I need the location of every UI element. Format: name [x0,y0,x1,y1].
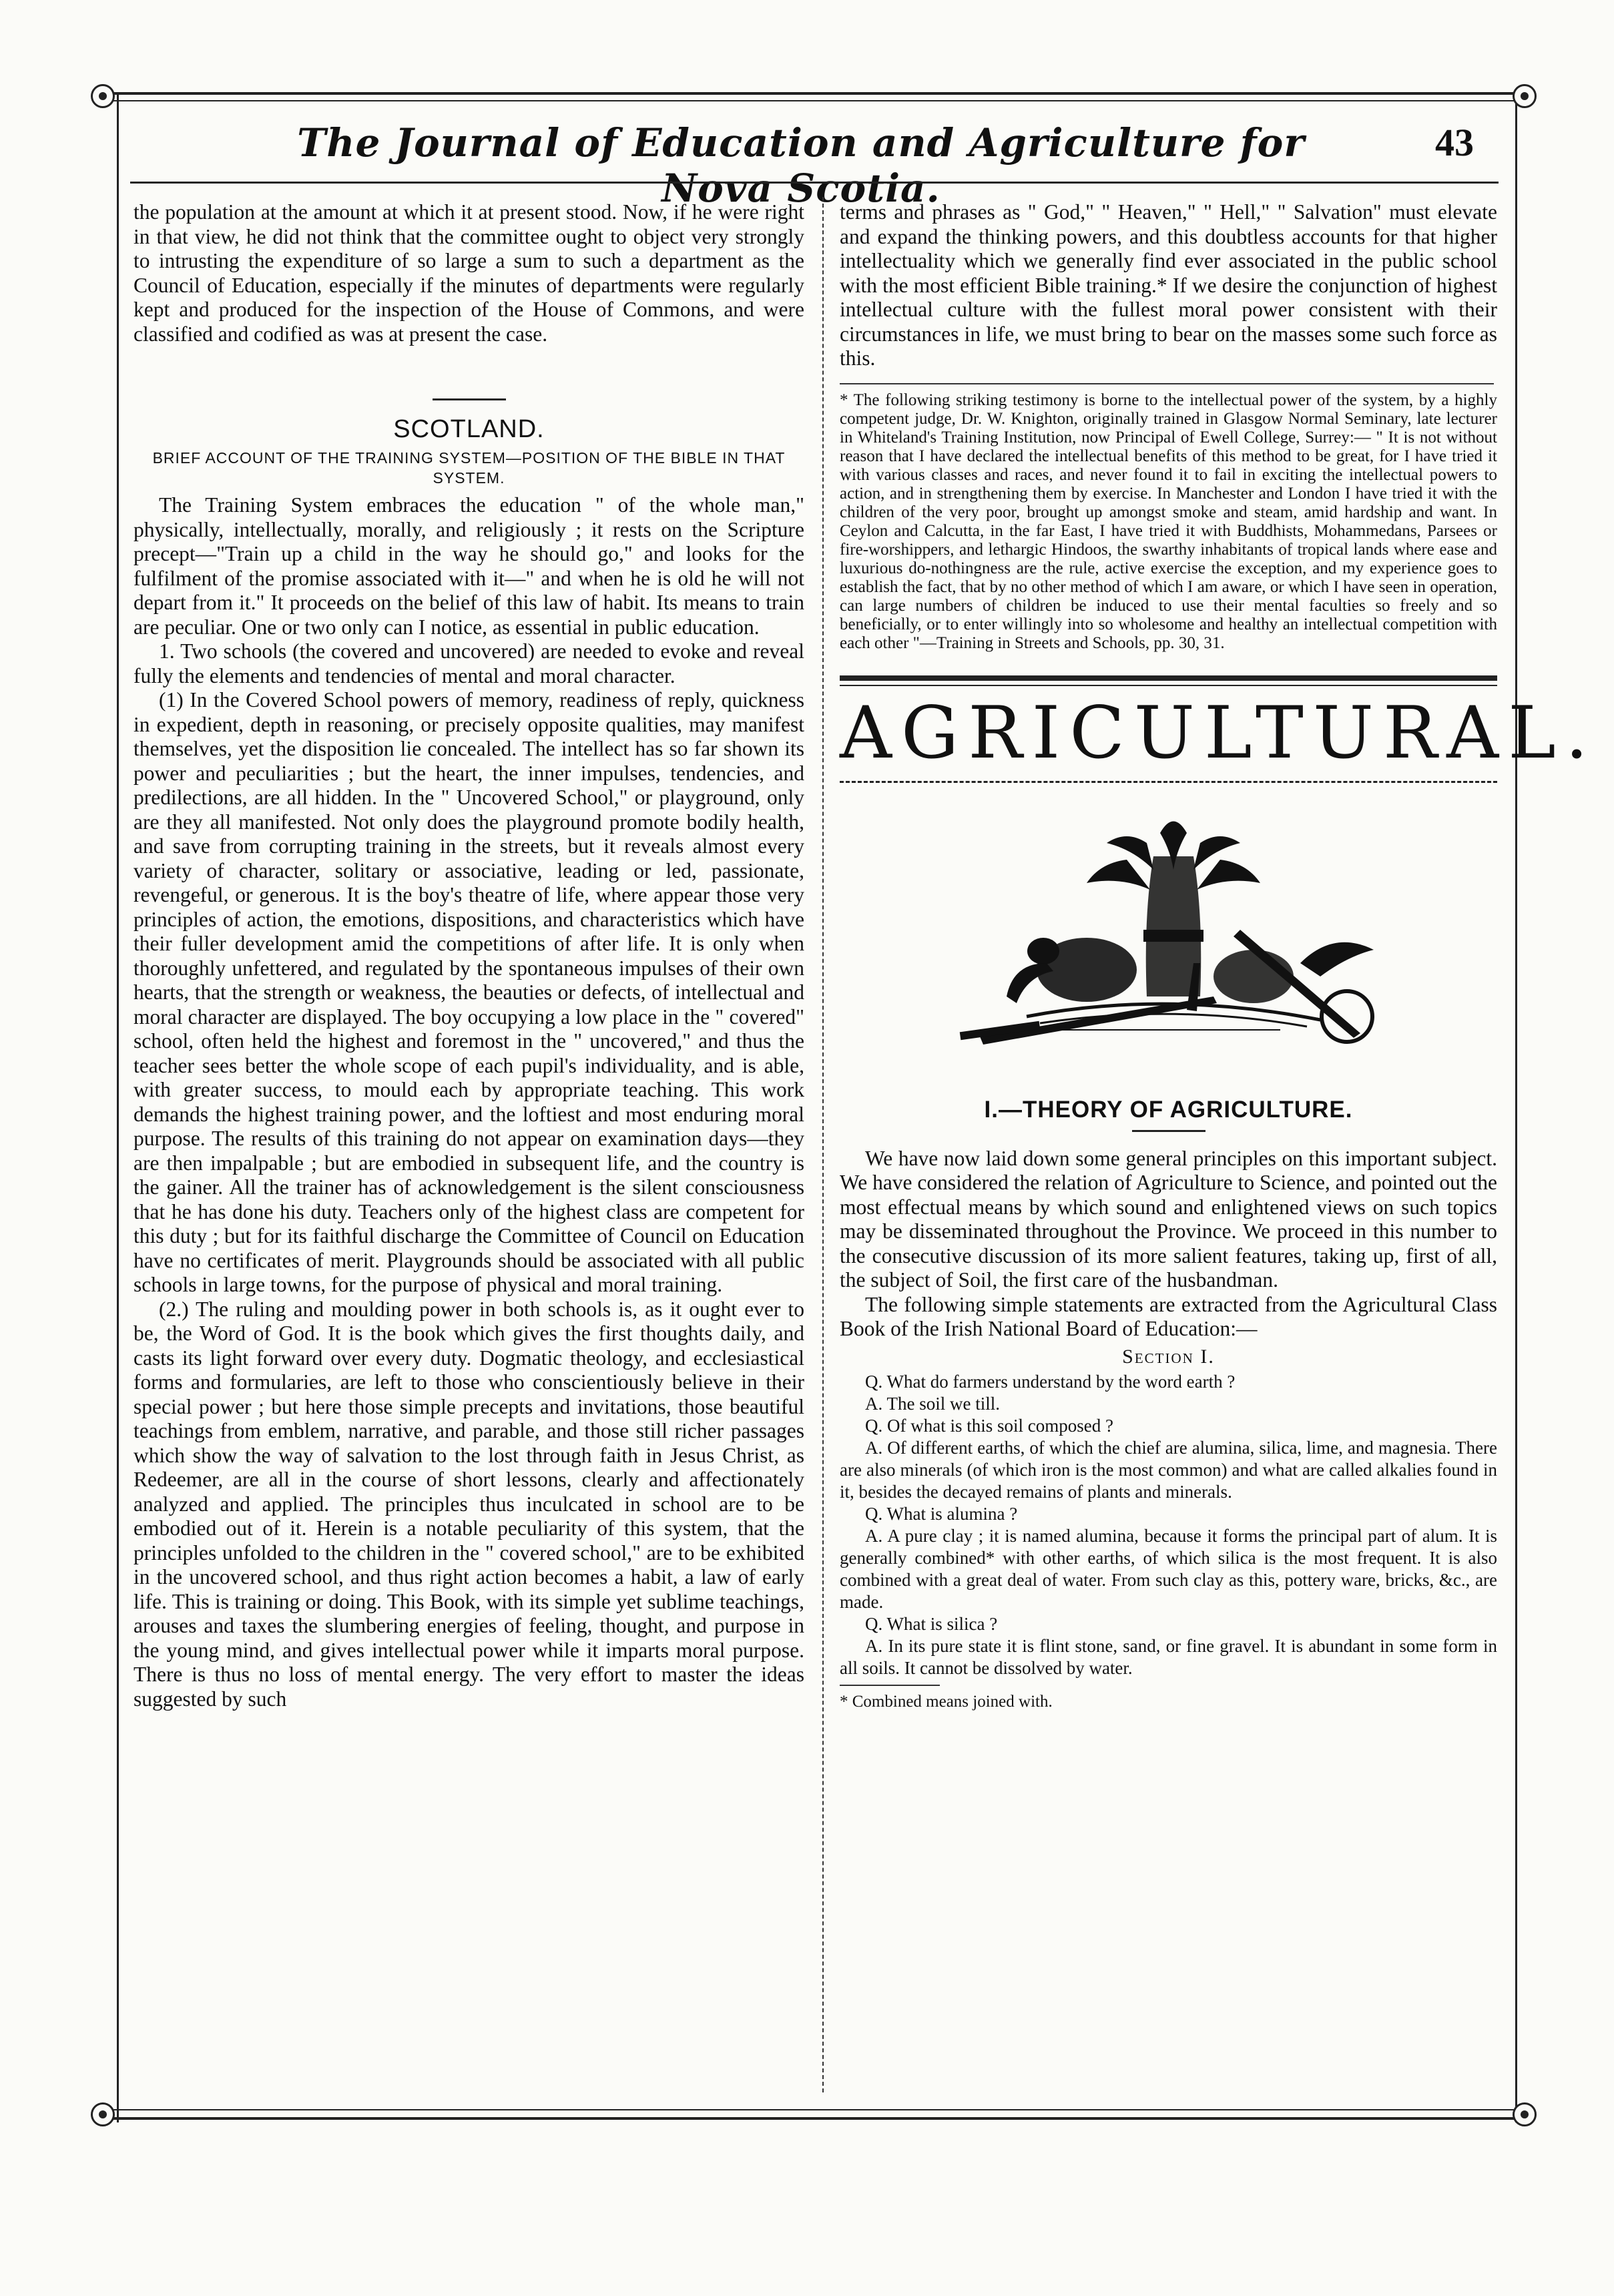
qa-line: Q. What do farmers understand by the word earth ? [865,1371,1236,1392]
scotland-heading: SCOTLAND. [393,415,545,443]
footnote: * Combined means joined with. [840,1692,1053,1711]
agricultural-rule-bottom [840,781,1497,783]
theory-heading: I.—THEORY OF AGRICULTURE. [984,1096,1353,1123]
left-column [133,200,804,1711]
qa-line: Q. What is alumina ? [865,1503,1018,1524]
section-separator [1132,1130,1205,1132]
paragraph: (1) In the Covered School powers of memory, readiness of reply, quickness in expedient, depth in reasoning, or precisely opposite qualities, may manifest themselves, yet the disposition lie concealed. The intellect has so far shown its power and peculiarities ; but the heart, the inner impulses, tendencies, and predilections, are all hidden. In the " Uncovered School," or playground, only are they all manifested. Not only does the playground promote bodily health, and save from corrupting training in the streets, but it reveals almost every variety of character, solitary or associative, leading or led, passionate, revengeful, or generous. It is the boy's theatre of life, where appear those very principles of action, the emotions, dispositions, and characteristics which have their fuller development amid the competitions of after life. It is only when thoroughly unfettered, and regulated by the spontaneous impulses of their own hearts, that the strength or weakness, the beauties or defects, of intellectual and moral character are displayed. The boy occupying a low place in the " covered" school, often held the highest and foremost in the " uncovered," and thus the teacher sees better the whole scope of each pupil's individuality, and is able, with greater success, to mould each by appropriate teaching. This work demands the highest training power, and the loftiest and most enduring moral purpose. The results of this training do not appear on examination days—they are then impalpable ; but are embodied in subsequent life, and the country is the gainer. All the trainer has of acknowledgement is the silent consciousness that he has done his duty. Teachers only of the highest class are competent for this duty ; but for its faithful discharge the Committee of Council on Education have no certificates of merit. Playgrounds should be associated with all public schools in large towns, for the purpose of physical and moral training. [133,688,804,1296]
right-column [840,200,1598,1711]
agricultural-heading: AGRICULTURAL. [840,691,1598,775]
qa-line: Q. Of what is this soil composed ? [865,1415,1113,1436]
paragraph: We have now laid down some general principles on this important subject. We have considered the relation of Agriculture to Science, and pointed out the most effectual means by which sound and enlightened views on such topics may be disseminated throughout the Province. We proceed in this number to the consecutive discussion of its more salient features, taking up, first of all, the subject of Soil, the first care of the husbandman. [840,1146,1498,1292]
qa-line: A. The soil we till. [865,1393,1000,1414]
page-number: 43 [1435,121,1474,164]
corner-ornament-icon [1513,2102,1537,2126]
journal-title: The Journal of Education and Agriculture for Nova Scotia. [297,120,1305,211]
agricultural-rule-top [840,675,1497,681]
agricultural-engraving-illustration [840,796,1497,1063]
continued-paragraph: terms and phrases as " God," " Heaven," " Hell," " Salvation" must elevate and expand the thinking powers, and this doubtless accounts for that higher intellectuality which we generally find ever associated in the public school with the most efficient Bible training.* If we desire the conjunction of highest intellectual culture with the fullest moral power consistent with their circumstances in life, we must bring to bear on the masses some such force as this. [840,200,1497,370]
footnote-rule [840,383,1494,384]
header-rule [130,182,1499,184]
qa-line: A. In its pure state it is flint stone, sand, or fine gravel. It is abundant in some form in all soils. It cannot be dissolved by water. [840,1635,1497,1678]
qa-line: Q. What is silica ? [865,1613,998,1634]
scotland-subheading: BRIEF ACCOUNT OF THE TRAINING SYSTEM—POSITION OF THE BIBLE IN THAT SYSTEM. [152,449,786,487]
paragraph: The Training System embraces the education " of the whole man," physically, intellectually, morally, and religiously ; it rests on the Scripture precept—"Train up a child in the way he should go," and looks for the fulfilment of the promise associated with it—" and when he is old he will not depart from it." It proceeds on the belief of this law of habit. Its means to train are peculiar. One or two only can I notice, as essential in public education. [133,493,804,639]
footnote-rule [840,1685,940,1686]
paragraph: (2.) The ruling and moulding power in both schools is, as it ought ever to be, the Word of God. It is the book which gives the first thoughts daily, and casts its light forward over every duty. Dogmatic theology, and ecclesiastical forms and formularies, are left to those who conscientiously believe in their special power ; but here those simple precepts and invitations, those beautiful teachings from emblem, narrative, and parable, and those still richer passages which show the way of salvation to the lost through faith in Jesus Christ, as Redeemer, are all in the course of short lessons, clearly and affectionately analyzed and applied. The principles thus inculcated in school are to be embodied out of it. Herein is a notable peculiarity of this system, that the principles unfolded to the children in the " covered school," are to be exhibited in the uncovered school, and thus right action becomes a habit, a law of early life. This is training or doing. This Book, with its simple yet sublime teachings, arouses and taxes the slumbering energies of feeling, thought, and purpose in the young mind, and gives intellectual power while it imparts moral purpose. There is thus no loss of mental energy. The very effort to master the ideas suggested by such [133,1297,804,1711]
section-label: Section I. [1122,1345,1215,1368]
footnote: * The following striking testimony is borne to the intellectual power of the system, by a highly competent judge, Dr. W. Knighton, originally trained in Glasgow Normal Seminary, late lecturer in Whiteland's Training Institution, now Principal of Ewell College, Surrey:— " It is not without reason that I have declared the intellectual benefits of this method to be great, for I have tried it with various classes and races, and never found it to fail in exciting the intellectual powers to action, and in strengthening them by exercise. In Manchester and London I have tried it with the children of the very poor, brought up amongst smoke and steam, amid hardship and want. In Ceylon and Calcutta, in the far East, I have tried it with Buddhists, Mohammedans, Parsees or fire-worshippers, and lethargic Hindoos, the swarthy inhabitants of tropical lands where ease and luxurious do-nothingness are the rule, active exercise the exception, and my experience goes to establish the fact, that by no other method of which I am aware, or which I have seen in operation, can large numbers of children be induced to use their mental faculties so freely and so beneficially, or to enter willingly into so wholesome and healthy an intellectual competition with each other "—Training in Streets and Schools, pp. 30, 31. [840,390,1497,652]
corner-ornament-icon [91,84,115,108]
corner-ornament-icon [1513,84,1537,108]
corner-ornament-icon [91,2102,115,2126]
paragraph: The following simple statements are extracted from the Agricultural Class Book of the Irish National Board of Education:— [840,1292,1497,1340]
qa-line: A. Of different earths, of which the chief are alumina, silica, lime, and magnesia. There are also minerals (of which iron is the most common) and what are called alkalies found in it, besides the decayed remains of plants and minerals. [840,1437,1497,1502]
qa-line: A. A pure clay ; it is named alumina, because it forms the principal part of alum. It is generally combined* with other earths, of which silica is the most frequent. It is also combined with a great deal of water. From such clay as this, pottery ware, bricks, &c., are made. [840,1525,1497,1612]
section-separator [433,398,506,400]
continued-paragraph: the population at the amount at which it at present stood. Now, if he were right in that view, he did not think that the committee ought to object very strongly to intrusting the expenditure of so large a sum to such a department as the Council of Education, especially if the minutes of departments were regularly kept and produced for the inspection of the House of Commons, and were classified and codified as was at present the case. [133,200,804,346]
paragraph: 1. Two schools (the covered and uncovered) are needed to evoke and reveal fully the elements and tendencies of mental and moral character. [133,639,804,687]
column-divider [822,197,824,2092]
agricultural-rule-top-thin [840,685,1497,686]
